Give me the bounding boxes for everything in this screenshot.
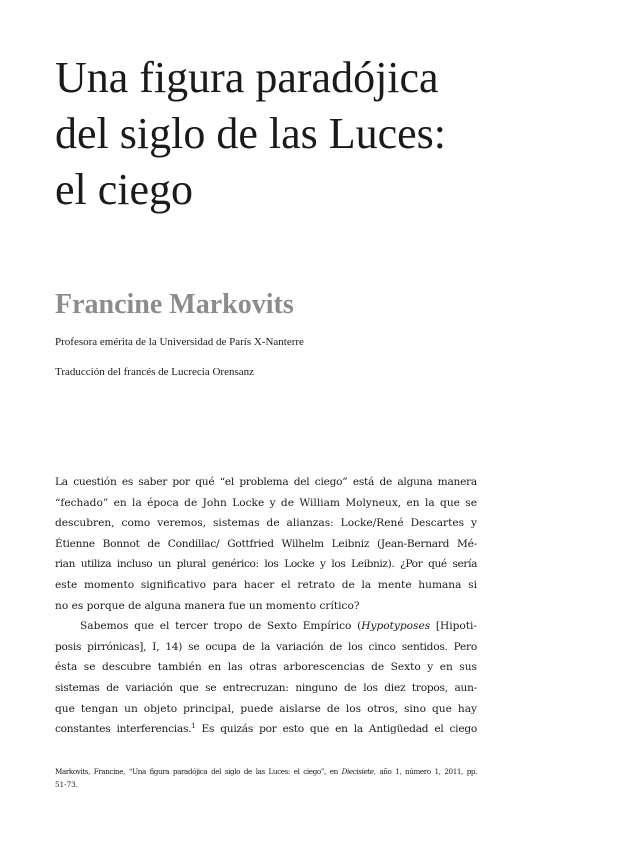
body-line: ésta se descubre también en las otras arborescencias de Sexto y en sus [55, 661, 477, 674]
footnote-text: , año 1, número 1, 2011, pp. [373, 767, 477, 776]
body-line: posis pirrónicas], I, 14) se ocupa de la variación de los cinco sentidos. Pero [55, 640, 477, 653]
citation-footnote [55, 765, 477, 791]
title-line: Una figura paradójica [55, 53, 439, 102]
italic-title: Hypotyposes [361, 620, 431, 633]
body-line: este momento significativo para hacer el retrato de la mente humana si [55, 578, 477, 591]
footnote-line [55, 765, 477, 778]
article-title [55, 50, 525, 218]
body-text [55, 472, 477, 740]
body-line-text: Sabemos que el tercer tropo de Sexto Empírico ( [80, 620, 362, 633]
journal-name: Diecisiete [341, 767, 374, 776]
body-line: no es porque de alguna manera fue un momento crítico? [55, 599, 360, 612]
body-line-text: constantes interferencias. [55, 723, 192, 736]
footnote-reference[interactable]: 1 [191, 722, 196, 731]
author-affiliation: Profesora emérita de la Universidad de París X-Nanterre [55, 336, 304, 348]
author-name: Francine Markovits [55, 289, 294, 320]
footnote-text: Markovits, Francine, “Una figura paradójica del siglo de las Luces: el ciego”, en [55, 767, 342, 776]
title-line: del siglo de las Luces: [55, 109, 447, 158]
body-line: que tengan un objeto principal, puede aislarse de los otros, sino que hay [55, 702, 477, 715]
body-line: rian utiliza incluso un plural genérico: los Locke y los Leibniz). ¿Por qué sería [55, 558, 477, 571]
footnote-line: 51-73. [55, 780, 79, 789]
body-line-text: [Hipoti- [430, 620, 477, 633]
body-line: “fechado” en la época de John Locke y de William Molyneux, en la que se [55, 496, 477, 509]
body-line: sistemas de variación que se entrecruzan: ninguno de los diez tropos, aun- [55, 681, 477, 694]
body-line: Étienne Bonnot de Condillac/ Gottfried Wilhelm Leibniz (Jean-Bernard Mé- [55, 537, 477, 550]
body-line: La cuestión es saber por qué “el problema del ciego” está de alguna manera [55, 476, 477, 488]
body-line: descubren, como veremos, sistemas de alianzas: Locke/René Descartes y [55, 517, 477, 530]
body-line-with-note [55, 719, 477, 740]
translation-credit: Traducción del francés de Lucrecia Orensanz [55, 366, 255, 378]
body-line-text: Es quizás por esto que en la Antigüedad el ciego [195, 723, 477, 736]
body-paragraph-start [55, 616, 477, 637]
title-line: el ciego [55, 165, 194, 214]
